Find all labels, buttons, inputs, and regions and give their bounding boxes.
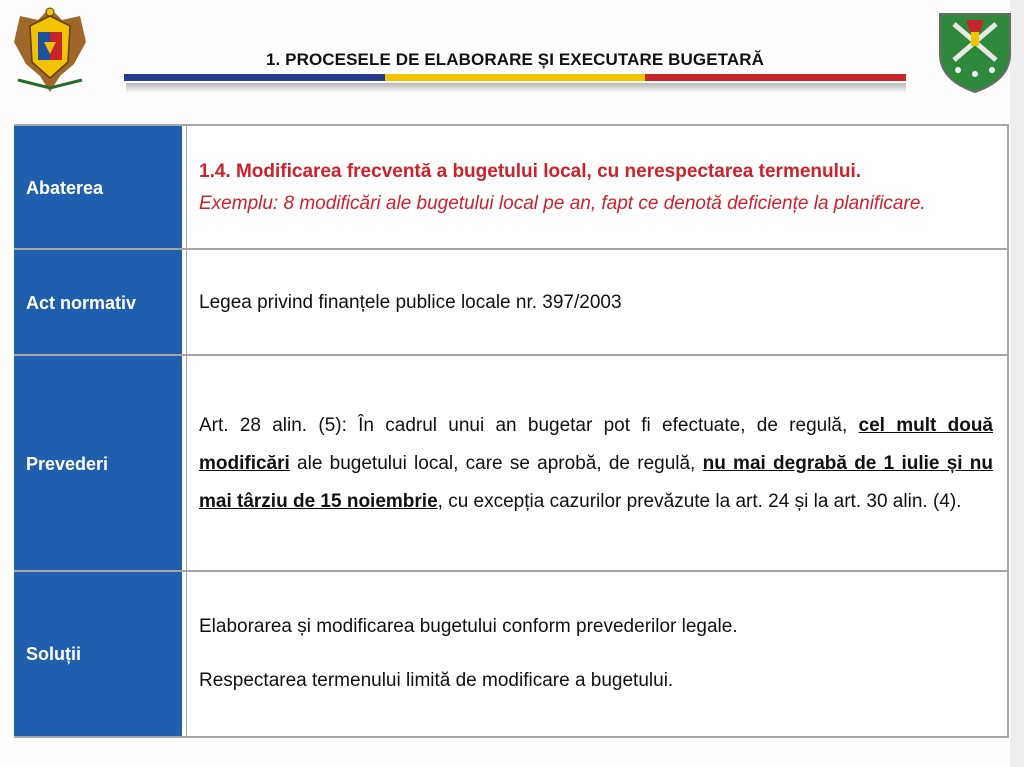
- district-coat-of-arms-icon: [936, 10, 1014, 94]
- solution-1: Elaborarea și modificarea bugetului conform prevederilor legale.: [199, 616, 738, 637]
- row-content: [186, 572, 1009, 736]
- table-row-prevederi: [14, 354, 1009, 572]
- solution-2: Respectarea termenului limită de modificare a bugetului.: [199, 670, 674, 691]
- tricolor-red: [645, 74, 906, 81]
- row-content: [186, 250, 1009, 356]
- row-label: Soluții: [14, 572, 184, 736]
- provision-part-1: Art. 28 alin. (5): În cadrul unui an bugetar pot fi efectuate, de regulă,: [199, 415, 859, 436]
- provision-part-3: , cu excepția cazurilor prevăzute la art. 24 și la art. 30 alin. (4).: [437, 491, 962, 512]
- table-row-act-normativ: [14, 248, 1009, 356]
- deviation-example: Exemplu: 8 modificări ale bugetului local pe an, fapt ce denotă deficiențe la planificare.: [199, 193, 926, 214]
- tricolor-bar: [124, 74, 906, 81]
- row-content: [186, 126, 1009, 250]
- tricolor-blue: [124, 74, 385, 81]
- row-label: Prevederi: [14, 356, 184, 572]
- table-row-solutii: [14, 570, 1009, 738]
- law-reference: Legea privind finanțele publice locale nr. 397/2003: [199, 292, 622, 313]
- table-row-abaterea: [14, 124, 1009, 250]
- row-label: Abaterea: [14, 126, 184, 250]
- moldova-coat-of-arms-icon: [10, 2, 90, 98]
- provision-part-2: ale bugetului local, care se aprobă, de regulă,: [289, 453, 703, 474]
- row-content: [186, 356, 1009, 572]
- tricolor-yellow: [385, 74, 646, 81]
- info-table: [14, 124, 1009, 736]
- row-label: Act normativ: [14, 250, 184, 356]
- provision-emphasis-1: cel mult două modificări: [199, 415, 993, 474]
- deviation-title: 1.4. Modificarea frecventă a bugetului local, cu nerespectarea termenului.: [199, 161, 862, 182]
- provision-text: [199, 407, 993, 521]
- page-title: 1. PROCESELE DE ELABORARE ȘI EXECUTARE BUGETARĂ: [265, 50, 765, 69]
- slide-edge-strip: [1010, 0, 1024, 767]
- tricolor-shadow: [126, 83, 906, 93]
- provision-emphasis-2: nu mai degrabă de 1 iulie și nu mai târziu de 15 noiembrie: [199, 453, 994, 512]
